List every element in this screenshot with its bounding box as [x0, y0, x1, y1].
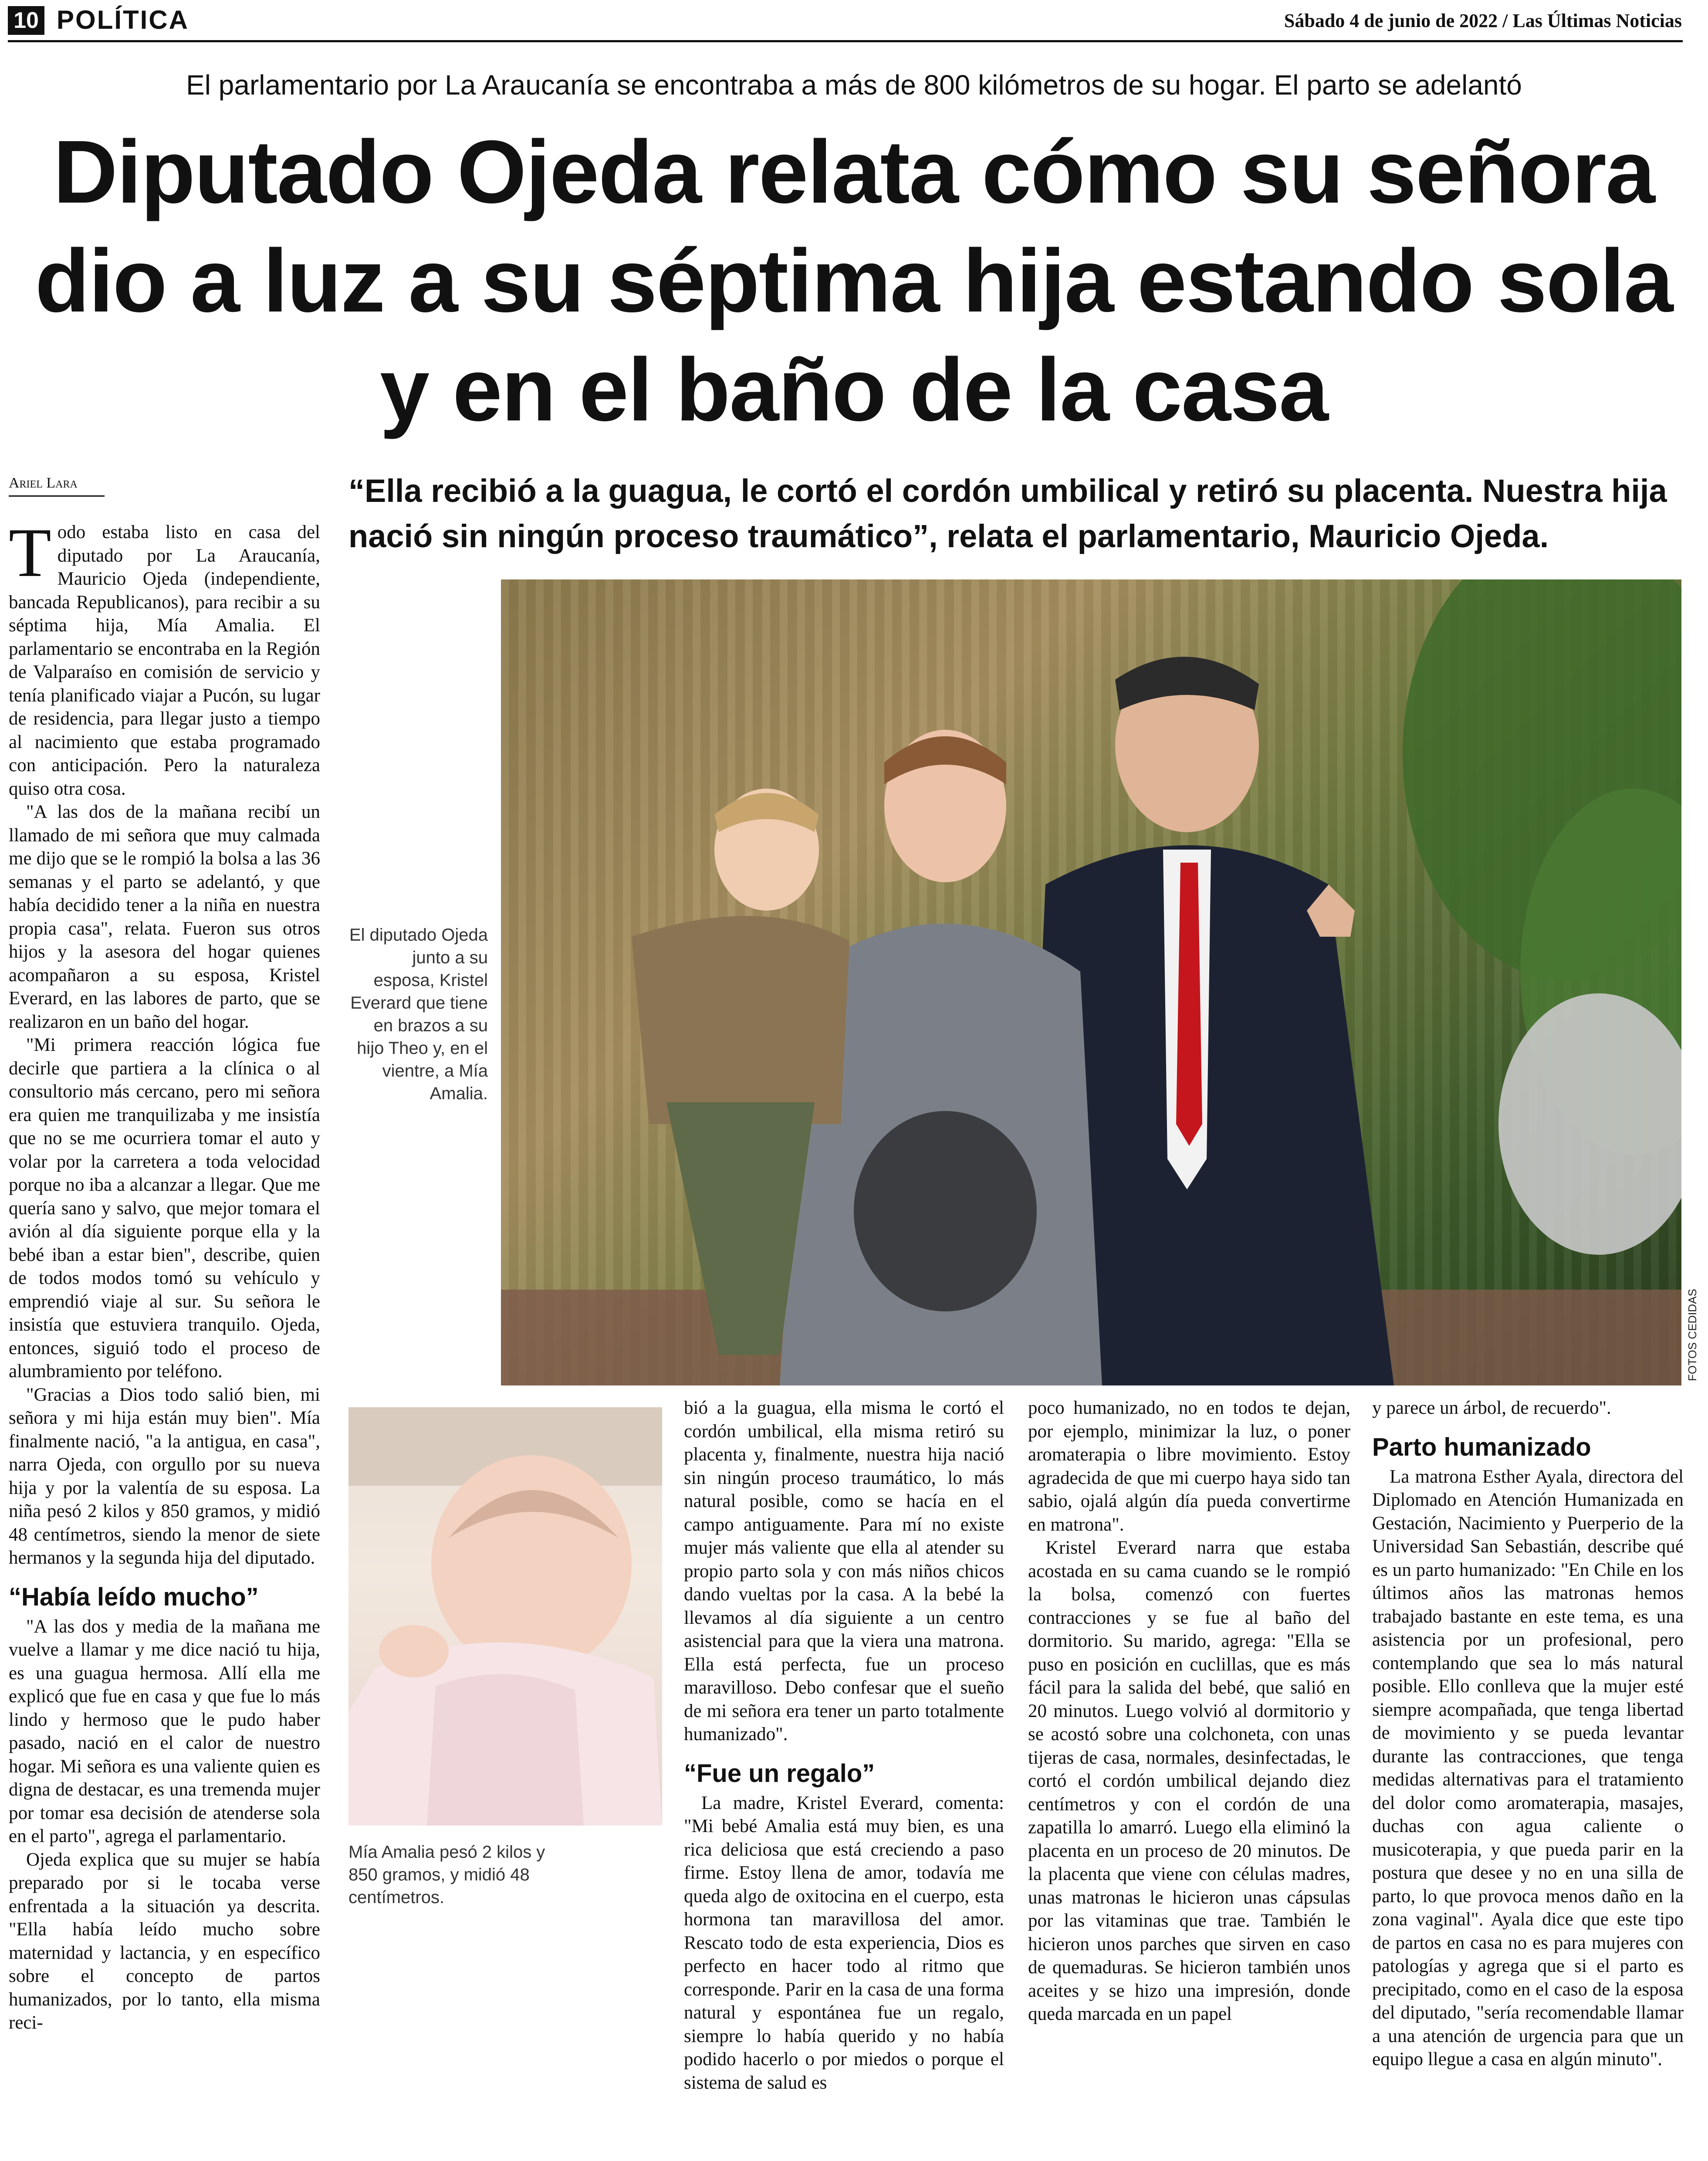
column-1 — [9, 514, 320, 2035]
paragraph: Kristel Everard narra que estaba acostada en su cama cuando se le rompió la bolsa, comenzó con fuertes contracciones y se fue al baño del dormitorio. Su marido, agrega: "Ella se puso en posición en cuclillas, que es más fácil para la salida del bebé, que salió en 20 minutos. Luego volvió al dormitorio y se acostó sobre una colchoneta, con unas tijeras de casa, normales, desinfectadas, le cortó el cordón umbilical dejando diez centímetros y con el cordón de una zapatilla lo amarró. Luego ella eliminó la placenta en un proceso de 20 minutos. De la placenta que viene con células madres, unas matronas le hicieron unas cápsulas por las vitaminas que trae. También le hicieron unos parches que sirven en caso de quemaduras. Se hicieron también unos aceites y se hizo una impresión, donde queda marcada en un papel — [1028, 1538, 1350, 2024]
paragraph: "Gracias a Dios todo salió bien, mi señora y mi hija están muy bien". Mía finalmente nació, "a la antigua, en casa", narra Ojeda, con orgullo por su nueva hija y por la valentía de su esposa. La niña pesó 2 kilos y 850 gramos, y midió 48 centímetros, siendo la menor de siete hermanos y la segunda hija del diputado. — [9, 1384, 320, 1568]
paragraph: La madre, Kristel Everard, comenta: "Mi bebé Amalia está muy bien, es una rica deliciosa que está creciendo a paso firme. Estoy llena de amor, todavía me queda algo de oxitocina en el cuerpo, esta hormona tan maravillosa del amor. Rescato todo de esta experiencia, Dios es perfecto en hacer todo al ritmo que corresponde. Parir en la casa de una forma natural y espontánea fue un regalo, siempre lo había querido y no había podido hacerlo o por miedos o porque el sistema de salud es — [684, 1792, 1004, 2093]
column-3 — [684, 1396, 1004, 2094]
column-5 — [1372, 1396, 1684, 2071]
paragraph: Ojeda explica que su mujer se había preparado por si le tocaba verse enfrentada a la situación ya descrita. "Ella había leído mucho sobre maternidad y lactancia, y en específico sobre el concepto de partos humanizados, por lo tanto, ella misma reci- — [9, 1849, 320, 2033]
paragraph: poco humanizado, no en todos te dejan, por ejemplo, minimizar la luz, o poner aromaterapia o libre movimiento. Estoy agradecida de que mi cuerpo haya sido tan sabio, ojalá algún día pueda convertirme en matrona". — [1028, 1398, 1350, 1535]
main-photo-caption: El diputado Ojeda junto a su esposa, Kristel Everard que tiene en brazos a su hijo Theo y, en el vientre, a Mía Amalia. — [349, 925, 488, 1103]
header-rule — [8, 40, 1683, 42]
section-label: POLÍTICA — [57, 5, 189, 34]
baby-photo — [348, 1407, 662, 1826]
deck: “Ella recibió a la guagua, le cortó el cordón umbilical y retiró su placenta. Nuestra hija nació sin ningún proceso traumático”, relata el parlamentario, Mauricio Ojeda. — [348, 473, 1667, 554]
dropcap: T — [9, 514, 51, 591]
paragraph: "A las dos y media de la mañana me vuelve a llamar y me dice nació tu hija, es una guagua hermosa. Allí ella me explicó que fue en casa y que fue lo más lindo y hermoso que le pudo haber pasado, nació en el calor de nuestro hogar. Mi señora es una valiente quien es digna de destacar, es una tremenda mujer por tomar esa decisión de atenderse sola en el parto", agrega el parlamentario. — [9, 1616, 320, 1846]
paragraph: bió a la guagua, ella misma le cortó el cordón umbilical, ella misma retiró su placenta y, finalmente, nuestra hija nació sin ningún proceso traumático, lo más natural posible, como se hacía en el campo antiguamente. Para mí no existe mujer más valiente que ella al atender su propio parto sola y con más niños chicos dando vueltas por la casa. A la bebé la llevamos al día siguiente a un centro asistencial para que la viera una matrona. Ella está perfecta, fue un proceso maravilloso. Debo confesar que el sueño de mi señora era tener un parto totalmente humanizado". — [684, 1398, 1004, 1744]
subheading: “Fue un regalo” — [684, 1759, 875, 1788]
subheading: Parto humanizado — [1372, 1433, 1591, 1461]
byline: Ariel Lara — [9, 473, 105, 497]
main-photo — [501, 579, 1681, 1385]
paragraph: La matrona Esther Ayala, directora del Diplomado en Atención Humanizada en Gestación, Nacimiento y Puerperio de la Universidad San Sebastián, describe qué es un parto humanizado: "En Chile en los últimos años las matronas hemos trabajado bastante en este tema, es una asistencia por un profesional, pero contemplando que sea lo más natural posible. Ello conlleva que la mujer esté siempre acompañada, que tenga libertad de movimiento y se pueda levantar durante las contracciones, que tenga medidas alternativas para el tratamiento del dolor como aromaterapia, masajes, duchas con agua caliente o musicoterapia, y que pueda parir en la postura que desee y no en una silla de parto, lo que provoca menos daño en la zona vaginal". Ayala dice que este tipo de partos en casa no es para mujeres con patologías y agrega que si el parto es precipitado, como en el caso de la esposa del diputado, "sería recomendable llamar a una atención de urgencia para que un equipo llegue a casa en algún minuto". — [1372, 1466, 1684, 2070]
baby-photo-caption: Mía Amalia pesó 2 kilos y 850 gramos, y midió 48 centímetros. — [348, 1843, 545, 1907]
paragraph: "A las dos de la mañana recibí un llamado de mi señora que muy calmada me dijo que se le rompió la bolsa a las 36 semanas y el parto se adelantó, y que había decidido tener a la niña en nuestra propia casa", relata. Fueron sus otros hijos y la asesora del hogar quienes acompañaron a su esposa, Kristel Everard, en las labores de parto, que se realizaron en un baño del hogar. — [9, 802, 320, 1032]
headline: Diputado Ojeda relata cómo su señora dio a luz a su séptima hija estando sola y en el baño de la casa — [35, 122, 1673, 440]
page-number: 10 — [8, 6, 44, 35]
kicker: El parlamentario por La Araucanía se encontraba a más de 800 kilómetros de su hogar. El parto se adelantó — [186, 69, 1522, 101]
paragraph: "Mi primera reacción lógica fue decirle que partiera a la clínica o al consultorio más cercano, pero mi señora era quien me tranquilizaba y me insistía que no se me ocurriera tomar el auto y volar por la carretera a toda velocidad porque no iba a alcanzar a llegar. Que me quería sano y salvo, que mejor tomara el avión al día siguiente porque ella y la bebé iban a estar bien", describe, quien de todos modos tomó su vehículo y emprendió viaje al sur. Su señora le insistía que estuviera tranquilo. Ojeda, entonces, siguió todo el proceso de alumbramiento por teléfono. — [9, 1035, 320, 1382]
dateline: Sábado 4 de junio de 2022 / Las Últimas Noticias — [1284, 10, 1682, 31]
subheading: “Había leído mucho” — [9, 1582, 259, 1611]
paragraph: Todo estaba listo en casa del diputado por La Araucanía, Mauricio Ojeda (independiente, bancada Republicanos), para recibir a su séptima hija, Mía Amalia. El parlamentario se encontraba en la Región de Valparaíso en comisión de servicio y tenía planificado viajar a Pucón, su lugar de residencia, para llegar justo a tiempo al nacimiento que estaba programado con anticipación. Pero la naturaleza quiso otra cosa. — [9, 514, 320, 799]
photo-credit: FOTOS CEDIDAS — [1686, 1289, 1699, 1381]
column-4 — [1028, 1396, 1350, 2026]
paragraph: y parece un árbol, de recuerdo". — [1372, 1398, 1611, 1418]
